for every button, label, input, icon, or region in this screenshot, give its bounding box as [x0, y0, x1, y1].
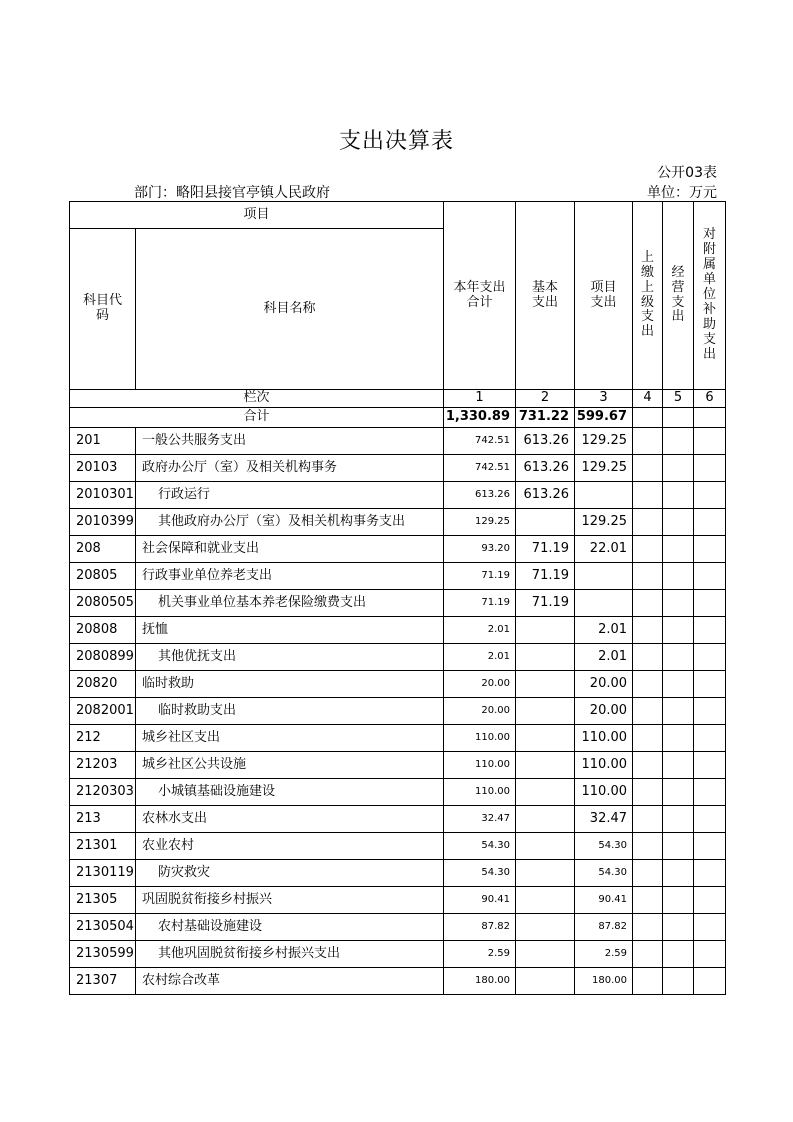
row-name: 城乡社区公共设施: [136, 752, 444, 779]
row-name: 行政运行: [136, 482, 444, 509]
total-v1: 1,330.89: [444, 408, 516, 428]
row-basic: 71.19: [516, 536, 575, 563]
row-subsidy: [694, 563, 726, 590]
row-business: [663, 617, 694, 644]
row-basic: [516, 509, 575, 536]
table-row: [70, 698, 726, 725]
row-total: 2.59: [444, 941, 516, 968]
row-code: 2130504: [70, 914, 136, 941]
row-total: 110.00: [444, 752, 516, 779]
row-upper: [633, 617, 663, 644]
row-total: 2.01: [444, 617, 516, 644]
row-code: 2120303: [70, 779, 136, 806]
row-project: 54.30: [575, 860, 633, 887]
expenditure-table: [69, 201, 726, 995]
row-upper: [633, 455, 663, 482]
row-upper: [633, 806, 663, 833]
row-subsidy: [694, 455, 726, 482]
table-row: [70, 671, 726, 698]
row-basic: [516, 833, 575, 860]
form-number: 公开03表: [657, 165, 717, 181]
row-total: 742.51: [444, 428, 516, 455]
row-business: [663, 482, 694, 509]
row-project: 129.25: [575, 455, 633, 482]
table-row: [70, 968, 726, 995]
row-name: 城乡社区支出: [136, 725, 444, 752]
row-basic: [516, 806, 575, 833]
row-project: [575, 482, 633, 509]
row-business: [663, 833, 694, 860]
row-total: 71.19: [444, 563, 516, 590]
row-project: 110.00: [575, 779, 633, 806]
row-total: 20.00: [444, 698, 516, 725]
row-name: 抚恤: [136, 617, 444, 644]
row-upper: [633, 752, 663, 779]
row-name: 临时救助支出: [136, 698, 444, 725]
row-total: 93.20: [444, 536, 516, 563]
department-label: 部门：略阳县接官亭镇人民政府: [134, 185, 330, 201]
row-name: 临时救助: [136, 671, 444, 698]
row-upper: [633, 860, 663, 887]
row-code: 2082001: [70, 698, 136, 725]
row-code: 20820: [70, 671, 136, 698]
row-total: 2.01: [444, 644, 516, 671]
row-code: 201: [70, 428, 136, 455]
row-code: 2010399: [70, 509, 136, 536]
row-name: 行政事业单位养老支出: [136, 563, 444, 590]
row-total: 180.00: [444, 968, 516, 995]
table-row: [70, 563, 726, 590]
row-code: 212: [70, 725, 136, 752]
row-code: 2130119: [70, 860, 136, 887]
header-n2: 2: [516, 390, 575, 408]
row-upper: [633, 887, 663, 914]
row-basic: 71.19: [516, 563, 575, 590]
row-subsidy: [694, 725, 726, 752]
total-label: 合计: [70, 408, 444, 428]
row-subsidy: [694, 806, 726, 833]
row-name: 农林水支出: [136, 806, 444, 833]
row-subsidy: [694, 860, 726, 887]
row-business: [663, 509, 694, 536]
row-project: 32.47: [575, 806, 633, 833]
row-basic: [516, 725, 575, 752]
row-subsidy: [694, 536, 726, 563]
row-subsidy: [694, 914, 726, 941]
table-row: [70, 455, 726, 482]
header-col6: 对附属单位补助支出: [694, 202, 726, 390]
row-project: 87.82: [575, 914, 633, 941]
total-v3: 599.67: [575, 408, 633, 428]
row-name: 其他优抚支出: [136, 644, 444, 671]
row-upper: [633, 698, 663, 725]
table-row: [70, 941, 726, 968]
row-name: 其他巩固脱贫衔接乡村振兴支出: [136, 941, 444, 968]
row-subsidy: [694, 752, 726, 779]
row-upper: [633, 914, 663, 941]
row-code: 21301: [70, 833, 136, 860]
row-basic: 613.26: [516, 455, 575, 482]
row-code: 2080505: [70, 590, 136, 617]
row-project: 54.30: [575, 833, 633, 860]
header-project: 项目: [70, 202, 444, 229]
row-project: 2.01: [575, 617, 633, 644]
row-basic: 613.26: [516, 428, 575, 455]
row-basic: [516, 698, 575, 725]
row-basic: [516, 779, 575, 806]
row-project: 110.00: [575, 752, 633, 779]
row-name: 农村基础设施建设: [136, 914, 444, 941]
row-business: [663, 941, 694, 968]
row-subsidy: [694, 887, 726, 914]
table-row: [70, 428, 726, 455]
row-subsidy: [694, 779, 726, 806]
row-total: 71.19: [444, 590, 516, 617]
row-basic: 613.26: [516, 482, 575, 509]
row-total: 90.41: [444, 887, 516, 914]
row-name: 机关事业单位基本养老保险缴费支出: [136, 590, 444, 617]
row-name: 农业农村: [136, 833, 444, 860]
header-name: 科目名称: [136, 229, 444, 390]
table-row: [70, 617, 726, 644]
row-project: 20.00: [575, 671, 633, 698]
row-subsidy: [694, 698, 726, 725]
row-subsidy: [694, 941, 726, 968]
row-total: 54.30: [444, 833, 516, 860]
header-code: 科目代码: [70, 229, 136, 390]
row-project: 110.00: [575, 725, 633, 752]
table-row: [70, 779, 726, 806]
page-title: 支出决算表: [338, 129, 454, 154]
row-code: 21305: [70, 887, 136, 914]
table-row: [70, 482, 726, 509]
row-business: [663, 590, 694, 617]
row-basic: [516, 887, 575, 914]
row-business: [663, 860, 694, 887]
row-business: [663, 914, 694, 941]
row-basic: [516, 644, 575, 671]
row-business: [663, 644, 694, 671]
row-project: 129.25: [575, 428, 633, 455]
table-row: [70, 914, 726, 941]
row-upper: [633, 833, 663, 860]
row-upper: [633, 644, 663, 671]
row-project: 2.59: [575, 941, 633, 968]
row-subsidy: [694, 671, 726, 698]
row-basic: [516, 860, 575, 887]
row-upper: [633, 671, 663, 698]
row-upper: [633, 428, 663, 455]
row-business: [663, 671, 694, 698]
row-name: 社会保障和就业支出: [136, 536, 444, 563]
unit-label: 单位：万元: [647, 185, 717, 201]
row-total: 20.00: [444, 671, 516, 698]
row-business: [663, 887, 694, 914]
row-name: 一般公共服务支出: [136, 428, 444, 455]
header-n3: 3: [575, 390, 633, 408]
row-code: 208: [70, 536, 136, 563]
header-n6: 6: [694, 390, 726, 408]
row-business: [663, 698, 694, 725]
row-name: 农村综合改革: [136, 968, 444, 995]
row-upper: [633, 563, 663, 590]
row-basic: [516, 671, 575, 698]
row-subsidy: [694, 968, 726, 995]
row-subsidy: [694, 428, 726, 455]
row-code: 21307: [70, 968, 136, 995]
row-code: 20103: [70, 455, 136, 482]
row-basic: [516, 914, 575, 941]
row-code: 20808: [70, 617, 136, 644]
row-project: [575, 590, 633, 617]
row-upper: [633, 725, 663, 752]
row-business: [663, 455, 694, 482]
row-total: 110.00: [444, 779, 516, 806]
row-project: 180.00: [575, 968, 633, 995]
table-row: [70, 860, 726, 887]
row-code: 21203: [70, 752, 136, 779]
table-row: [70, 833, 726, 860]
row-basic: [516, 968, 575, 995]
row-basic: [516, 941, 575, 968]
row-business: [663, 428, 694, 455]
row-code: 2010301: [70, 482, 136, 509]
table-row: [70, 752, 726, 779]
row-subsidy: [694, 509, 726, 536]
header-n4: 4: [633, 390, 663, 408]
row-project: 2.01: [575, 644, 633, 671]
table-row: [70, 806, 726, 833]
row-subsidy: [694, 482, 726, 509]
row-business: [663, 779, 694, 806]
row-subsidy: [694, 644, 726, 671]
row-upper: [633, 968, 663, 995]
row-business: [663, 725, 694, 752]
row-subsidy: [694, 617, 726, 644]
table-row: [70, 725, 726, 752]
header-col2: 基本支出: [516, 202, 575, 390]
header-n5: 5: [663, 390, 694, 408]
table-row: [70, 509, 726, 536]
row-total: 32.47: [444, 806, 516, 833]
row-project: 20.00: [575, 698, 633, 725]
header-row-label: 栏次: [70, 390, 444, 408]
total-v4: [633, 408, 663, 428]
row-code: 213: [70, 806, 136, 833]
table-row: [70, 887, 726, 914]
row-business: [663, 536, 694, 563]
row-upper: [633, 779, 663, 806]
row-business: [663, 806, 694, 833]
header-col5: 经营支出: [663, 202, 694, 390]
row-upper: [633, 590, 663, 617]
header-col3: 项目支出: [575, 202, 633, 390]
row-basic: [516, 752, 575, 779]
row-name: 防灾救灾: [136, 860, 444, 887]
row-upper: [633, 941, 663, 968]
row-project: 90.41: [575, 887, 633, 914]
row-business: [663, 968, 694, 995]
row-business: [663, 752, 694, 779]
row-project: 22.01: [575, 536, 633, 563]
row-total: 110.00: [444, 725, 516, 752]
row-name: 巩固脱贫衔接乡村振兴: [136, 887, 444, 914]
row-upper: [633, 536, 663, 563]
row-code: 2080899: [70, 644, 136, 671]
row-subsidy: [694, 590, 726, 617]
table-row: [70, 590, 726, 617]
row-project: 129.25: [575, 509, 633, 536]
row-project: [575, 563, 633, 590]
row-upper: [633, 509, 663, 536]
row-code: 20805: [70, 563, 136, 590]
row-total: 742.51: [444, 455, 516, 482]
row-name: 政府办公厅（室）及相关机构事务: [136, 455, 444, 482]
row-name: 其他政府办公厅（室）及相关机构事务支出: [136, 509, 444, 536]
row-total: 613.26: [444, 482, 516, 509]
total-v6: [694, 408, 726, 428]
row-basic: [516, 617, 575, 644]
table-row: [70, 644, 726, 671]
row-basic: 71.19: [516, 590, 575, 617]
row-total: 129.25: [444, 509, 516, 536]
row-total: 87.82: [444, 914, 516, 941]
header-n1: 1: [444, 390, 516, 408]
row-upper: [633, 482, 663, 509]
header-col1: 本年支出合计: [444, 202, 516, 390]
row-subsidy: [694, 833, 726, 860]
total-v5: [663, 408, 694, 428]
row-name: 小城镇基础设施建设: [136, 779, 444, 806]
total-v2: 731.22: [516, 408, 575, 428]
table-row: [70, 536, 726, 563]
header-col4: 上缴上级支出: [633, 202, 663, 390]
row-total: 54.30: [444, 860, 516, 887]
row-code: 2130599: [70, 941, 136, 968]
row-business: [663, 563, 694, 590]
